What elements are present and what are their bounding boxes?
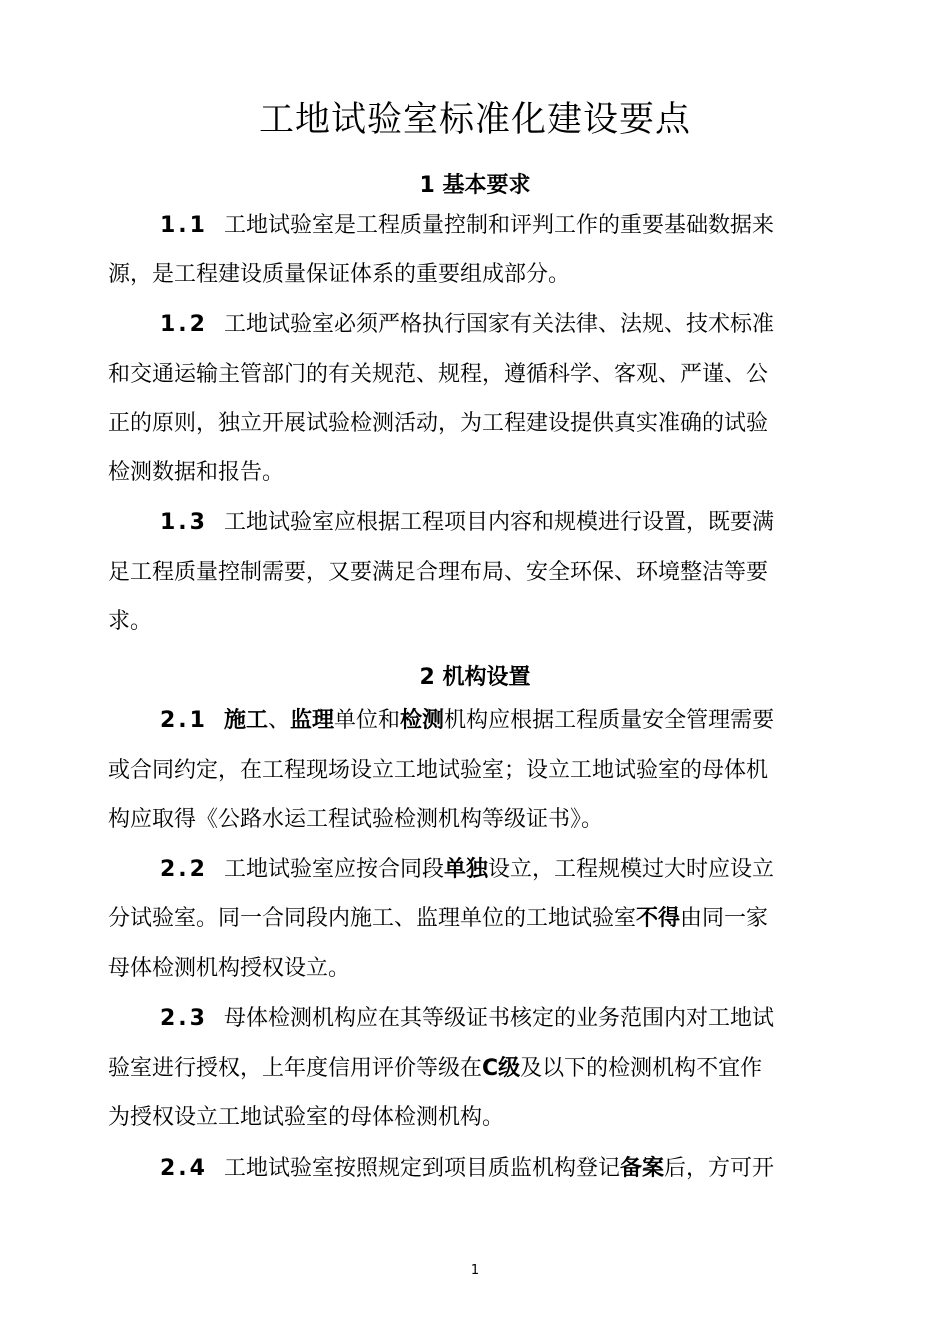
paragraph-text: 机构应根据工程质量安全管理需要 [444, 708, 775, 733]
paragraph-2-3-line [108, 1054, 853, 1084]
paragraph-text: 工地试验室应按合同段 [223, 857, 444, 882]
emphasis-text: 不得 [636, 906, 681, 931]
paragraph-text: 工地试验室必须严格执行国家有关法律、法规、技术标准 [223, 312, 774, 337]
paragraph-1-1-line [160, 211, 853, 241]
paragraph-text: 、 [268, 708, 291, 733]
clause-number: 2.3 [160, 1006, 208, 1031]
paragraph-text: 验室进行授权，上年度信用评价等级在 [108, 1056, 483, 1081]
emphasis-text: 备案 [620, 1156, 665, 1181]
paragraph-1-3-line [160, 508, 853, 538]
paragraph-2-2-line: 母体检测机构授权设立。 [108, 956, 351, 981]
emphasis-text: 检测 [400, 708, 445, 733]
paragraph-1-1-line: 源，是工程建设质量保证体系的重要组成部分。 [108, 262, 571, 287]
clause-number: 2.4 [160, 1156, 208, 1181]
paragraph-1-2-line: 正的原则，独立开展试验检测活动，为工程建设提供真实准确的试验 [108, 411, 769, 436]
paragraph-text: 母体检测机构应在其等级证书核定的业务范围内对工地试 [223, 1006, 774, 1031]
paragraph-text: 后，方可开 [664, 1156, 775, 1181]
paragraph-2-1-line [160, 706, 853, 736]
clause-number: 1.2 [160, 312, 208, 337]
emphasis-text: C级 [482, 1056, 521, 1081]
paragraph-2-3-line [160, 1004, 853, 1034]
paragraph-2-2-line [160, 855, 853, 885]
paragraph-2-2-line [108, 904, 853, 934]
paragraph-2-1-line: 或合同约定，在工程现场设立工地试验室；设立工地试验室的母体机 [108, 758, 769, 783]
paragraph-text: 及以下的检测机构不宜作 [520, 1056, 763, 1081]
emphasis-text: 监理 [290, 708, 335, 733]
paragraph-1-2-line: 和交通运输主管部门的有关规范、规程，遵循科学、客观、严谨、公 [108, 362, 769, 387]
paragraph-1-2-line: 检测数据和报告。 [108, 460, 285, 485]
paragraph-text: 工地试验室应根据工程项目内容和规模进行设置，既要满 [223, 510, 774, 535]
clause-number: 2.1 [160, 708, 208, 733]
clause-number: 1.1 [160, 213, 208, 238]
paragraph-text: 分试验室。同一合同段内施工、监理单位的工地试验室 [108, 906, 637, 931]
emphasis-text: 施工 [223, 708, 268, 733]
clause-number: 1.3 [160, 510, 208, 535]
clause-number: 2.2 [160, 857, 208, 882]
section-heading-1: 1 基本要求 [419, 173, 531, 198]
paragraph-1-3-line: 足工程质量控制需要，又要满足合理布局、安全环保、环境整洁等要 [108, 560, 769, 585]
document-title: 工地试验室标准化建设要点 [258, 100, 691, 140]
paragraph-1-2-line [160, 310, 853, 340]
page-number: 1 [470, 1263, 480, 1278]
paragraph-1-3-line: 求。 [108, 609, 153, 634]
paragraph-text: 设立，工程规模过大时应设立 [488, 857, 775, 882]
paragraph-text: 由同一家 [680, 906, 769, 931]
paragraph-2-3-line: 为授权设立工地试验室的母体检测机构。 [108, 1105, 505, 1130]
paragraph-text: 工地试验室按照规定到项目质监机构登记 [223, 1156, 620, 1181]
paragraph-text: 工地试验室是工程质量控制和评判工作的重要基础数据来 [223, 213, 774, 238]
emphasis-text: 单独 [444, 857, 489, 882]
paragraph-2-4-line [160, 1154, 853, 1184]
paragraph-text: 单位和 [334, 708, 401, 733]
section-heading-2: 2 机构设置 [419, 665, 531, 690]
paragraph-2-1-line: 构应取得《公路水运工程试验检测机构等级证书》。 [108, 807, 604, 832]
